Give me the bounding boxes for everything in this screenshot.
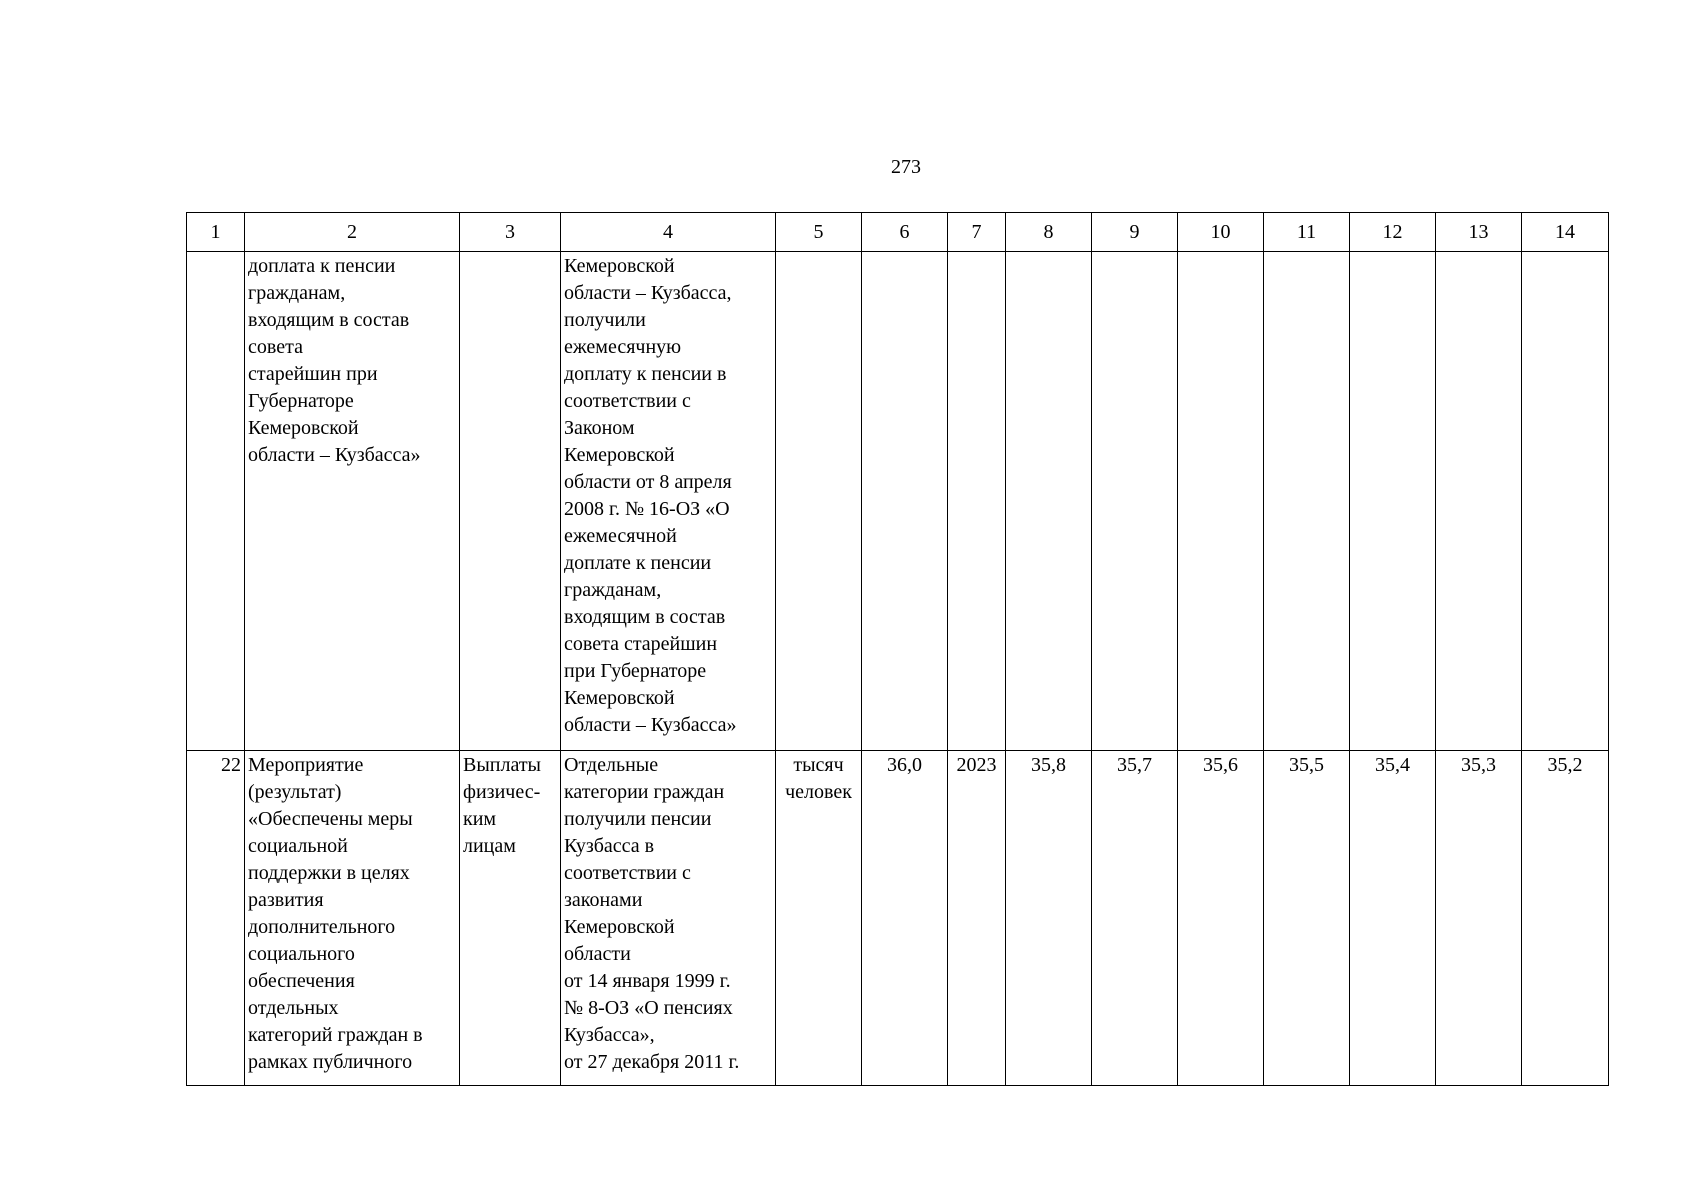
table-header-row <box>187 213 1609 252</box>
event-name-text: доплата к пенсии гражданам, входящим в состав совета старейшин при Губернаторе Кемеровской области – Кузбасса» <box>248 255 421 466</box>
column-header: 4 <box>561 213 776 252</box>
value-cell <box>1522 252 1609 751</box>
description-cell <box>561 252 776 751</box>
column-header: 3 <box>460 213 561 252</box>
unit-text: тысяч человек <box>785 754 852 803</box>
value-cell <box>1436 252 1522 751</box>
row-number-cell <box>187 252 245 751</box>
value-cell: 36,0 <box>862 751 948 1086</box>
description-text: Отдельные категории граждан получили пенсии Кузбасса в соответствии с законами Кемеровской области от 14 января 1999 г. № 8-ОЗ «О пенсиях Кузбасса», от 27 декабря 2011 г. <box>564 754 740 1073</box>
value-cell: 35,8 <box>1006 751 1092 1086</box>
column-header: 10 <box>1178 213 1264 252</box>
column-header: 5 <box>776 213 862 252</box>
year-cell: 2023 <box>948 751 1006 1086</box>
value-cell <box>1178 252 1264 751</box>
value-cell: 35,3 <box>1436 751 1522 1086</box>
value-cell: 35,4 <box>1350 751 1436 1086</box>
column-header: 7 <box>948 213 1006 252</box>
table-row <box>187 751 1609 1086</box>
column-header: 12 <box>1350 213 1436 252</box>
value-cell: 35,2 <box>1522 751 1609 1086</box>
column-header: 1 <box>187 213 245 252</box>
event-name-text: Мероприятие (результат) «Обеспечены меры социальной поддержки в целях развития дополнительного социального обеспечения отдельных категорий граждан в рамках публичного <box>248 754 423 1073</box>
page-number: 273 <box>891 156 921 178</box>
value-cell <box>862 252 948 751</box>
indicators-table <box>186 212 1609 1086</box>
value-cell <box>1350 252 1436 751</box>
column-header: 13 <box>1436 213 1522 252</box>
column-header: 2 <box>245 213 460 252</box>
column-header: 11 <box>1264 213 1350 252</box>
column-header: 9 <box>1092 213 1178 252</box>
value-cell <box>1264 252 1350 751</box>
type-cell <box>460 252 561 751</box>
description-text: Кемеровской области – Кузбасса, получили ежемесячную доплату к пенсии в соответствии с Законом Кемеровской области от 8 апреля 2008 г. № 16-ОЗ «О ежемесячной доплате к пенсии гражданам, входящим в состав совета старейшин при Губернаторе Кемеровской области – Кузбасса» <box>564 255 737 736</box>
value-cell <box>1006 252 1092 751</box>
row-number-cell: 22 <box>187 751 245 1086</box>
column-header: 8 <box>1006 213 1092 252</box>
column-header: 6 <box>862 213 948 252</box>
value-cell: 35,7 <box>1092 751 1178 1086</box>
description-cell <box>561 751 776 1086</box>
year-cell <box>948 252 1006 751</box>
event-name-cell <box>245 252 460 751</box>
unit-cell <box>776 751 862 1086</box>
table-row <box>187 252 1609 751</box>
value-cell: 35,6 <box>1178 751 1264 1086</box>
value-cell: 35,5 <box>1264 751 1350 1086</box>
column-header: 14 <box>1522 213 1609 252</box>
type-cell <box>460 751 561 1086</box>
event-name-cell <box>245 751 460 1086</box>
unit-cell <box>776 252 862 751</box>
value-cell <box>1092 252 1178 751</box>
type-text: Выплаты физичес- ким лицам <box>463 754 541 857</box>
